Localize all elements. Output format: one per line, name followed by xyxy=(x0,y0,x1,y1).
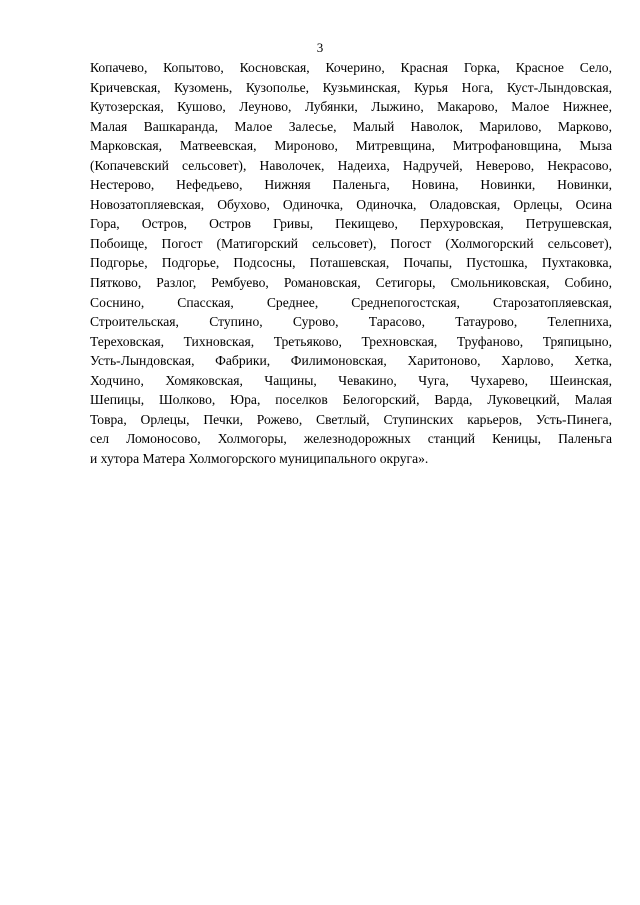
text-line: сел Ломоносово, Холмогоры, железнодорожных станций Кеницы, Паленьга xyxy=(90,431,612,447)
text-line: Кутозерская, Кушово, Леуново, Лубянки, Лыжино, Макарово, Малое Нижнее, xyxy=(90,99,612,115)
text-line: Шепицы, Шолково, Юра, поселков Белогорский, Варда, Луковецкий, Малая xyxy=(90,392,612,408)
page-number: 3 xyxy=(316,40,324,55)
text-line: Кричевская, Кузомень, Кузополье, Кузьминская, Курья Нога, Куст-Лындовская, xyxy=(90,79,612,95)
text-line: Усть-Лындовская, Фабрики, Филимоновская, Харитоново, Харлово, Хетка, xyxy=(90,353,612,369)
text-line: (Копачевский сельсовет), Наволочек, Надеиха, Надручей, Неверово, Некрасово, xyxy=(90,157,612,173)
text-line: и хутора Матера Холмогорского муниципального округа». xyxy=(90,450,429,466)
text-line: Малая Вашкаранда, Малое Залесье, Малый Наволок, Марилово, Марково, xyxy=(90,118,612,134)
text-line: Пятково, Разлог, Рембуево, Романовская, Сетигоры, Смольниковская, Собино, xyxy=(90,275,612,291)
text-line: Ходчино, Хомяковская, Чащины, Чевакино, Чуга, Чухарево, Шеинская, xyxy=(90,372,612,388)
text-line: Копачево, Копытово, Косновская, Кочерино, Красная Горка, Красное Село, xyxy=(90,60,612,75)
text-line: Подгорье, Подгорье, Подсосны, Поташевская, Почапы, Пустошка, Пухтаковка, xyxy=(90,255,612,271)
text-line: Гора, Остров, Остров Гривы, Пекищево, Перхуровская, Петрушевская, xyxy=(90,216,612,232)
text-line: Побоище, Погост (Матигорский сельсовет), Погост (Холмогорский сельсовет), xyxy=(90,235,612,251)
text-line: Нестерово, Нефедьево, Нижняя Паленьга, Новина, Новинки, Новинки, xyxy=(90,177,612,193)
document-text xyxy=(90,58,612,468)
text-line: Новозатопляевская, Обухово, Одиночка, Одиночка, Оладовская, Орлецы, Осина xyxy=(90,196,612,212)
text-line: Марковская, Матвеевская, Мироново, Митревщина, Митрофановщина, Мыза xyxy=(90,138,612,154)
text-line: Товра, Орлецы, Печки, Рожево, Светлый, Ступинских карьеров, Усть-Пинега, xyxy=(90,411,612,427)
text-line: Соснино, Спасская, Среднее, Среднепогостская, Старозатопляевская, xyxy=(90,294,612,310)
text-line: Тереховская, Тихновская, Третьяково, Трехновская, Труфаново, Тряпицыно, xyxy=(90,333,612,349)
text-line: Строительская, Ступино, Сурово, Тарасово, Татаурово, Телепниха, xyxy=(90,314,612,330)
